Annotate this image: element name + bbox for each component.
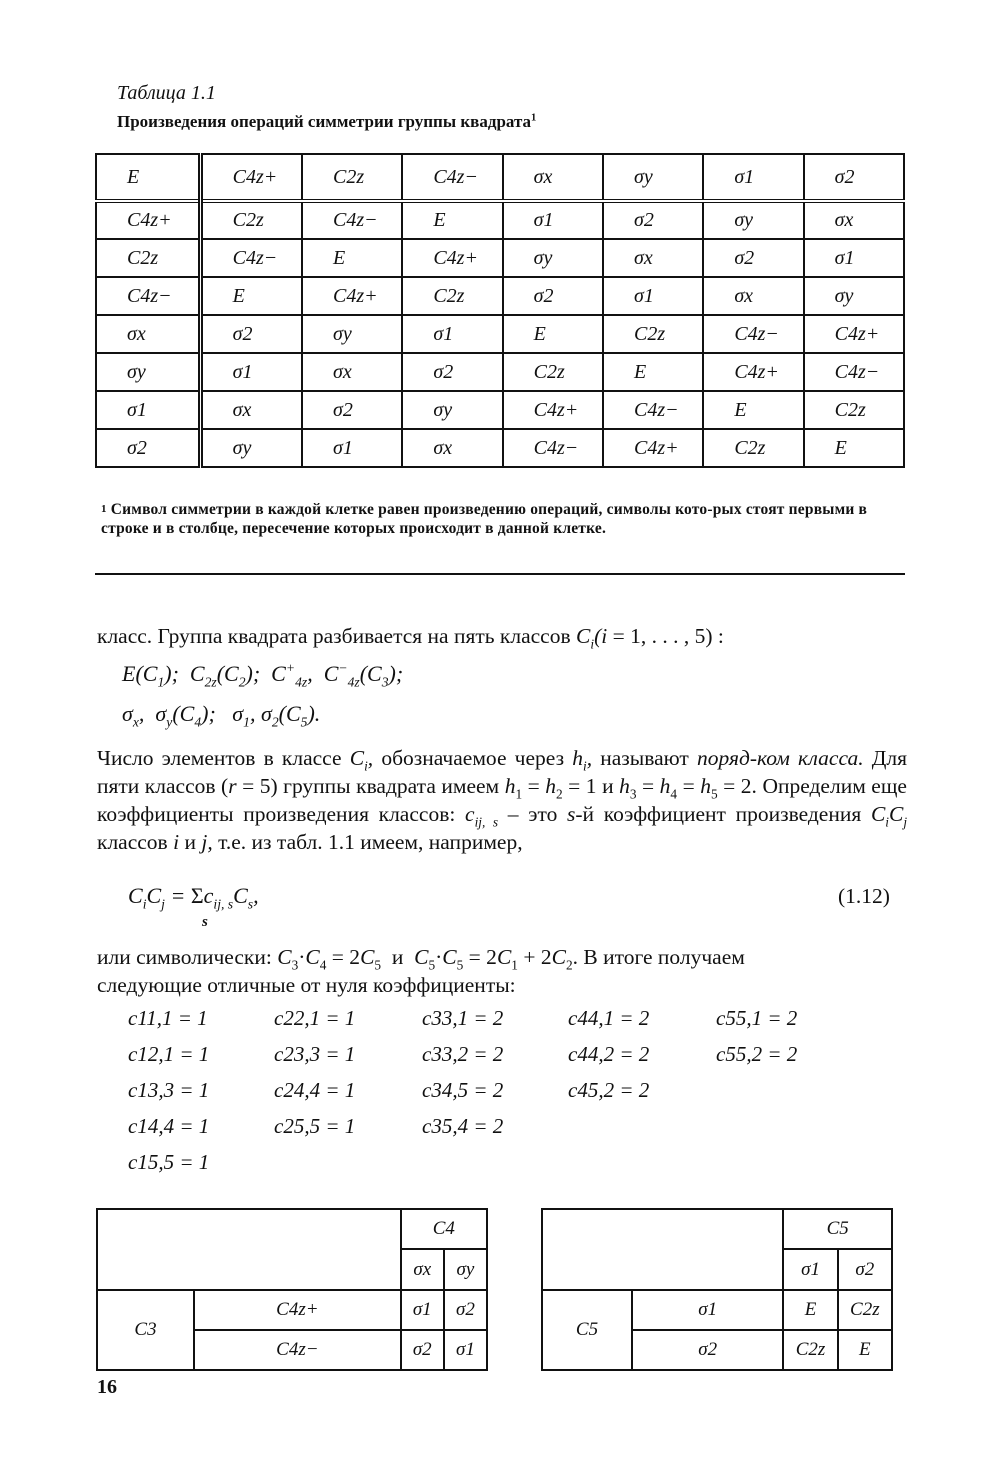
table-cell: σx	[603, 239, 703, 277]
coefficient-item: c13,3 = 1	[128, 1078, 210, 1102]
col-head: σx	[401, 1249, 444, 1290]
coefficient-item: c24,4 = 1	[274, 1078, 356, 1102]
table-cell: σx	[503, 154, 603, 201]
coefficient-item: c44,1 = 2	[568, 1006, 650, 1030]
coefficient-item: c33,2 = 2	[422, 1042, 504, 1066]
coefficient-item: c15,5 = 1	[128, 1150, 210, 1174]
row-label-cell: C4z+	[96, 201, 200, 239]
row-head: σ1	[632, 1290, 783, 1330]
row-label-cell: C2z	[96, 239, 200, 277]
coefficient-item: c55,2 = 2	[716, 1042, 798, 1066]
row-label-cell: E	[96, 154, 200, 201]
table-cell: C4z+	[402, 239, 502, 277]
table-cell: C4z−	[503, 429, 603, 467]
row-head: C4z+	[194, 1290, 401, 1330]
table-cell: σy	[302, 315, 402, 353]
row-label-cell: σy	[96, 353, 200, 391]
footnote: $^1$ Символ симметрии в каждой клетке равен произведению операций, символы кото-рых стоят первыми в строке и в столбце, пересечение которых происходит в данной клетке.	[101, 501, 868, 537]
table-cell: C4z+	[302, 277, 402, 315]
table-cell: C2z	[503, 353, 603, 391]
table-cell: σ2	[804, 154, 904, 201]
table-cell: C2z	[603, 315, 703, 353]
table-cell: C4z−	[200, 239, 302, 277]
empty-corner	[97, 1209, 401, 1290]
row-head: C4z−	[194, 1330, 401, 1370]
row-label-cell: σx	[96, 315, 200, 353]
table-cell: σ2	[200, 315, 302, 353]
table-cell: C4z+	[703, 353, 803, 391]
table-cell: C2z	[838, 1290, 892, 1330]
coefficient-item: c23,3 = 1	[274, 1042, 356, 1066]
table-cell: σ1	[503, 201, 603, 239]
table-cell: C4z−	[402, 154, 502, 201]
empty-corner	[542, 1209, 783, 1290]
table-cell: C4z−	[804, 353, 904, 391]
table-cell: σx	[703, 277, 803, 315]
table-cell: σy	[200, 429, 302, 467]
coefficient-item: c44,2 = 2	[568, 1042, 650, 1066]
footnote-divider	[95, 573, 905, 575]
page-number: 16	[97, 1376, 117, 1398]
table-cell: E	[603, 353, 703, 391]
coefficient-item: c11,1 = 1	[128, 1006, 208, 1030]
table-cell: σ1	[444, 1330, 487, 1370]
row-label-cell: σ1	[96, 391, 200, 429]
table-cell: C2z	[804, 391, 904, 429]
coefficient-item: c34,5 = 2	[422, 1078, 504, 1102]
row-label-cell: C4z−	[96, 277, 200, 315]
coefficient-item: c35,4 = 2	[422, 1114, 504, 1138]
class-product-table-c3-c4	[96, 1208, 488, 1371]
table-cell: σx	[200, 391, 302, 429]
sum-index: s	[202, 914, 208, 930]
table-cell: C4z−	[302, 201, 402, 239]
col-class-label: C4	[401, 1209, 487, 1249]
table-cell: σ2	[703, 239, 803, 277]
col-head: σy	[444, 1249, 487, 1290]
table-cell: σy	[603, 154, 703, 201]
table-cell: σy	[503, 239, 603, 277]
table-cell: σx	[302, 353, 402, 391]
table-header-row	[96, 154, 904, 201]
table-cell: C2z	[783, 1330, 837, 1370]
table-cell: σ2	[603, 201, 703, 239]
table-cell: σx	[804, 201, 904, 239]
table-cell: σy	[703, 201, 803, 239]
table-cell: C4z+	[603, 429, 703, 467]
table-row	[96, 239, 904, 277]
table-cell: σx	[402, 429, 502, 467]
class-product-table-c5-c5	[541, 1208, 893, 1371]
table-cell: C4z+	[804, 315, 904, 353]
coefficient-item: c45,2 = 2	[568, 1078, 650, 1102]
table-cell: σ2	[444, 1290, 487, 1330]
table-cell: σ2	[401, 1330, 444, 1370]
table-cell: E	[503, 315, 603, 353]
class-list-line-2: $\sigma_x$, $\sigma_y(C_4)$; $\sigma_1$, $\sigma_2(C_5)$.	[122, 701, 321, 730]
col-head: σ2	[838, 1249, 892, 1290]
equation-1-12: $C_iC_j = \Sigma c_{ij, s}C_s$,	[128, 883, 259, 912]
table-row	[96, 201, 904, 239]
table-cell: σy	[804, 277, 904, 315]
table-cell: C4z−	[603, 391, 703, 429]
table-cell: E	[200, 277, 302, 315]
coefficient-item: c33,1 = 2	[422, 1006, 504, 1030]
equation-number: (1.12)	[838, 884, 890, 908]
coefficient-item: c55,1 = 2	[716, 1006, 798, 1030]
table-cell: E	[783, 1290, 837, 1330]
coefficient-item: c14,4 = 1	[128, 1114, 210, 1138]
coefficient-item: c25,5 = 1	[274, 1114, 356, 1138]
row-label-cell: σ2	[96, 429, 200, 467]
table-cell: E	[302, 239, 402, 277]
coefficient-item: c22,1 = 1	[274, 1006, 356, 1030]
table-cell: E	[703, 391, 803, 429]
class-list-line-1: $E(C_1)$; $C_{2z}(C_2)$; $C^+_{4z}$, $C^-_{4z}(C_3)$;	[122, 660, 404, 690]
table-cell: σ1	[302, 429, 402, 467]
table-cell: σ1	[603, 277, 703, 315]
table-cell: C2z	[703, 429, 803, 467]
table-cell: σ2	[503, 277, 603, 315]
table-cell: C4z+	[200, 154, 302, 201]
table-row	[96, 353, 904, 391]
table-caption-title: Произведения операций симметрии группы квадрата$^1$	[117, 112, 537, 131]
table-cell: σy	[402, 391, 502, 429]
paragraph-order: Число элементов в классе $C_i$, обозначаемое через $h_i$, называют поряд-ком класса. Для пяти классов (r = 5) группы квадрата имеем $h_1 = h_2 = 1$ и $h_3 = h_4 = h_5 = 2$. Определим еще коэффициенты произведения классов: $c_{ij, s}$ – это s-й коэффициент произведения $C_iC_j$ классов i и j, т.е. из табл. 1.1 имеем, например,	[97, 746, 908, 854]
table-cell: σ2	[302, 391, 402, 429]
coefficient-item: c12,1 = 1	[128, 1042, 210, 1066]
paragraph-classes: класс. Группа квадрата разбивается на пять классов $C_i(i = 1$, . . . , 5) :	[97, 624, 724, 652]
table-cell: σ1	[200, 353, 302, 391]
table-cell: C2z	[302, 154, 402, 201]
table-cell: C4z−	[703, 315, 803, 353]
table-cell: E	[804, 429, 904, 467]
table-cell: C4z+	[503, 391, 603, 429]
col-head: σ1	[783, 1249, 837, 1290]
table-cell: σ1	[703, 154, 803, 201]
table-caption-label: Таблица 1.1	[117, 82, 216, 104]
table-cell: E	[838, 1330, 892, 1370]
table-cell: σ1	[402, 315, 502, 353]
product-table	[95, 153, 905, 468]
table-row	[96, 429, 904, 467]
paragraph-symbolic: или символически: $C_3\cdot C_4 = 2C_5$ и $C_5\cdot C_5 = 2C_1 + 2C_2$. В итоге получаем следующие отличные от нуля коэффициенты:	[97, 945, 745, 997]
row-head: σ2	[632, 1330, 783, 1370]
table-cell: C2z	[200, 201, 302, 239]
col-class-label: C5	[783, 1209, 892, 1249]
table-row	[96, 391, 904, 429]
table-cell: σ1	[401, 1290, 444, 1330]
table-row	[96, 277, 904, 315]
row-class-label: C5	[542, 1290, 632, 1370]
table-cell: σ2	[402, 353, 502, 391]
table-cell: E	[402, 201, 502, 239]
table-cell: σ1	[804, 239, 904, 277]
row-class-label: C3	[97, 1290, 194, 1370]
table-cell: C2z	[402, 277, 502, 315]
table-row	[96, 315, 904, 353]
